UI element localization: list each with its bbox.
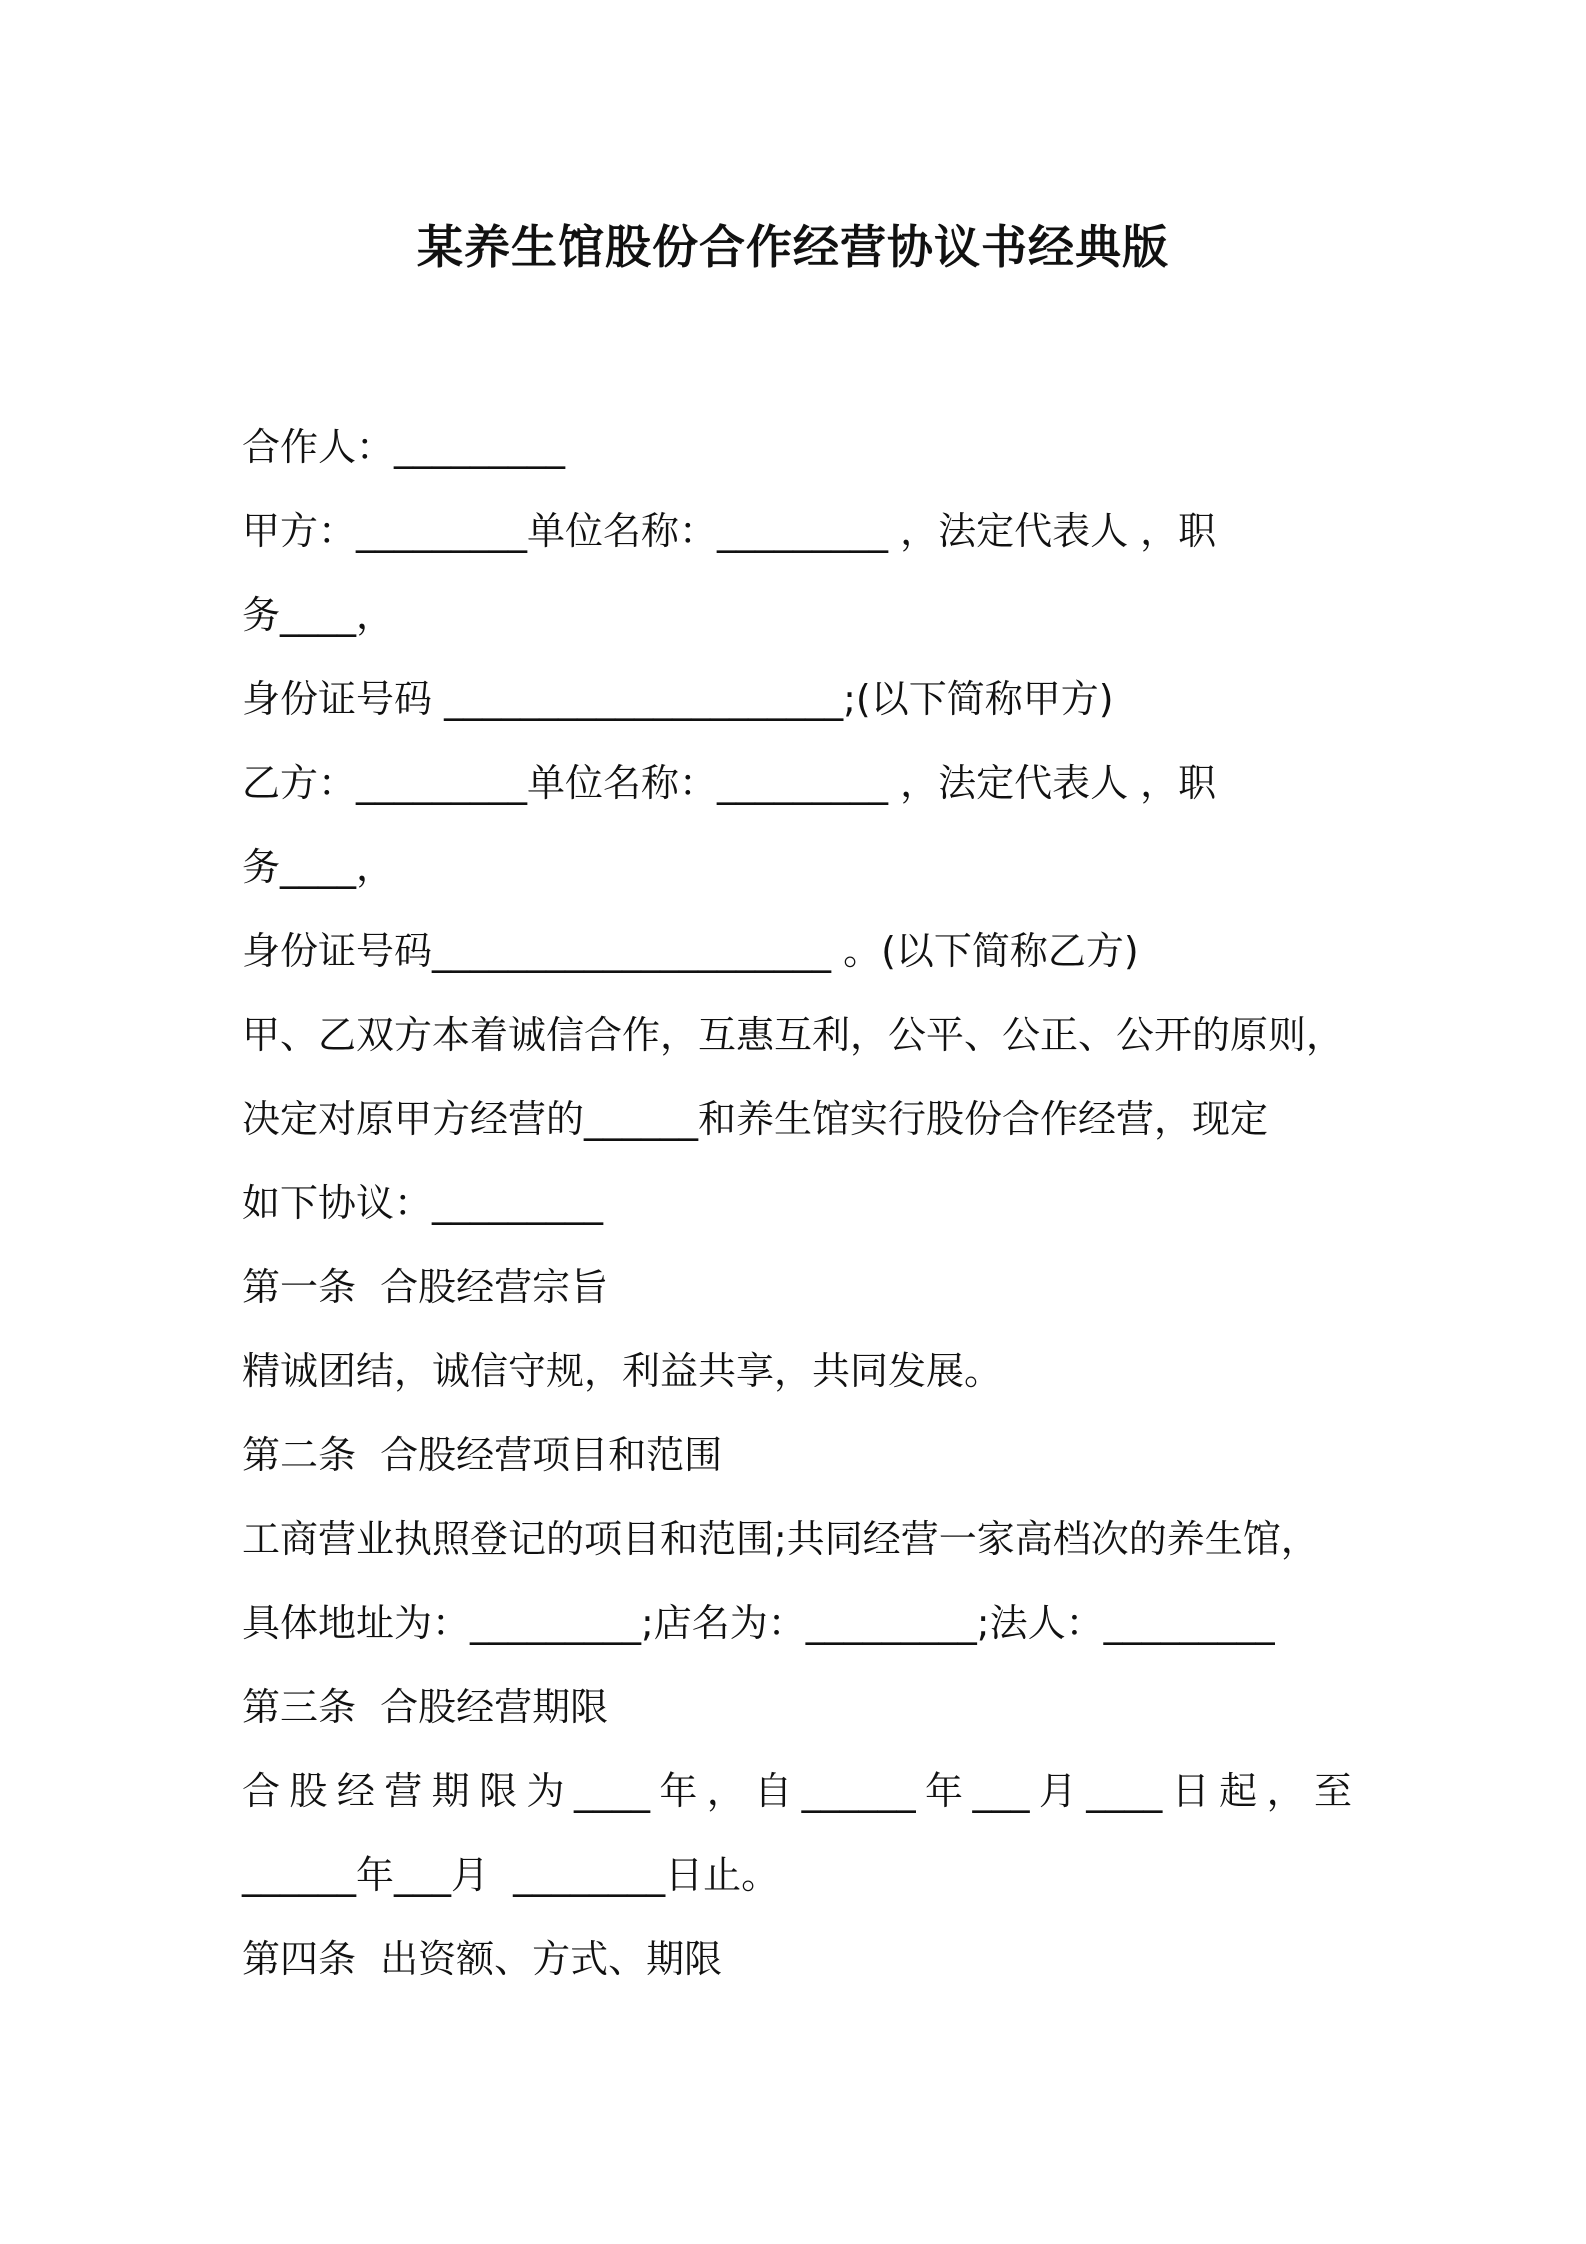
preamble-line-2: 决定对原甲方经营的______和养生馆实行股份合作经营，现定 xyxy=(242,1097,1269,1141)
party-b-line: 乙方：_________单位名称：_________ ，法定代表人 ，职 xyxy=(242,761,1217,805)
article-4-heading: 第四条 出资额、方式、期限 xyxy=(242,1937,723,1981)
document-title: 某养生馆股份合作经营协议书经典版 xyxy=(417,220,1169,274)
article-3-text-1: 合股经营期限为____年，自______年___月____日起，至 xyxy=(242,1769,1352,1813)
party-b-id-line: 身份证号码_____________________ 。(以下简称乙方) xyxy=(242,929,1139,973)
preamble-line-1: 甲、乙双方本着诚信合作，互惠互利，公平、公正、公开的原则， xyxy=(242,1013,1345,1057)
article-1-text: 精诚团结，诚信守规，利益共享，共同发展。 xyxy=(242,1349,1003,1393)
article-3-text-2: ______年___月 ________日止。 xyxy=(242,1853,780,1897)
article-2-text-2: 具体地址为：_________;店名为：_________;法人：_________ xyxy=(242,1601,1275,1645)
article-1-heading: 第一条 合股经营宗旨 xyxy=(242,1265,609,1309)
preamble-line-3: 如下协议：_________ xyxy=(242,1181,604,1225)
article-2-text-1: 工商营业执照登记的项目和范围;共同经营一家高档次的养生馆， xyxy=(242,1517,1319,1561)
article-3-heading: 第三条 合股经营期限 xyxy=(242,1685,609,1729)
party-b-position-line: 务____， xyxy=(242,845,395,889)
party-a-id-line: 身份证号码 _____________________;(以下简称甲方) xyxy=(242,677,1114,721)
party-a-line: 甲方：_________单位名称：_________ ，法定代表人 ，职 xyxy=(242,509,1217,553)
document-body xyxy=(242,405,1352,2001)
article-2-heading: 第二条 合股经营项目和范围 xyxy=(242,1433,723,1477)
cooperator-line: 合作人：_________ xyxy=(242,425,566,469)
party-a-position-line: 务____， xyxy=(242,593,395,637)
